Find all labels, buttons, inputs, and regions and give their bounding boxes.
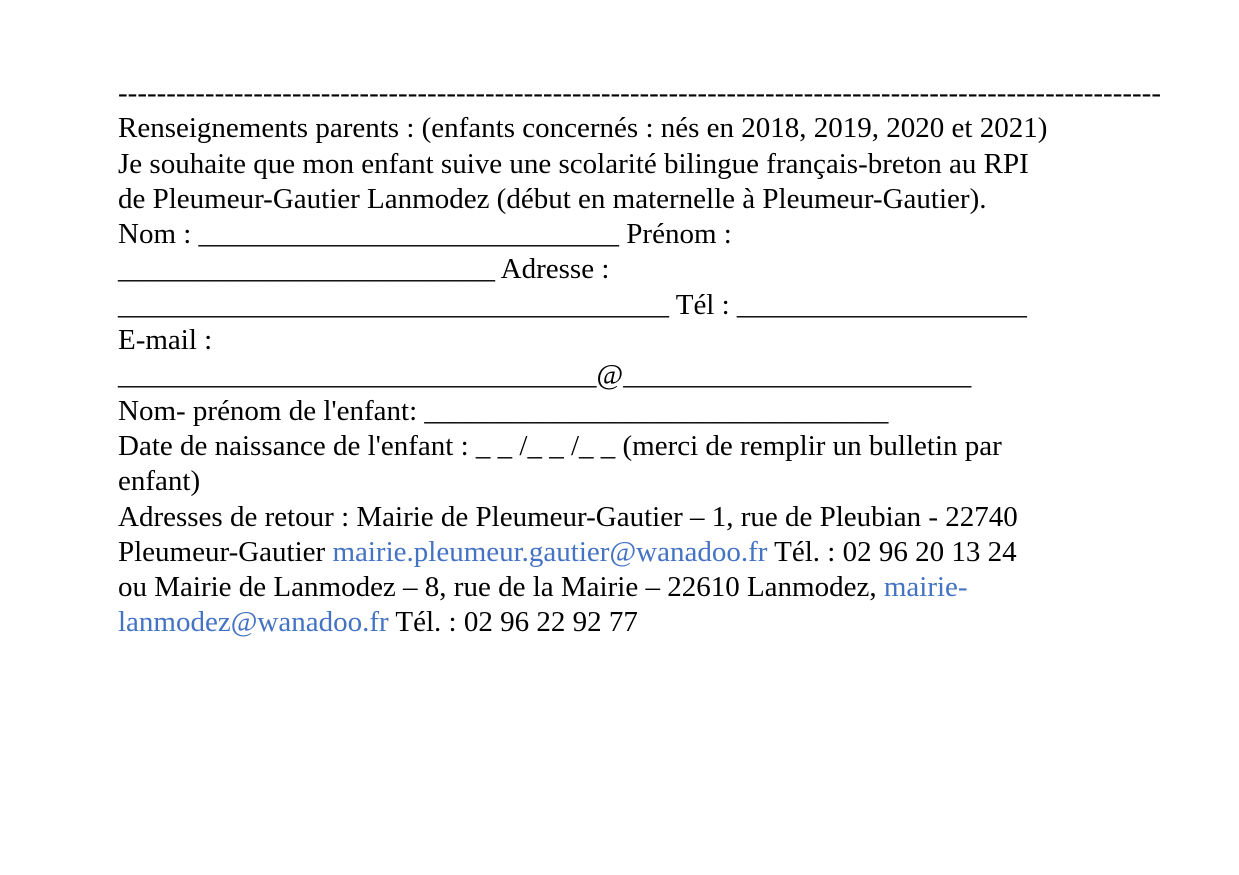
return-address-line-2 (118, 535, 1128, 570)
pleumeur-gautier-email-link[interactable]: mairie.pleumeur.gautier@wanadoo.fr (332, 535, 768, 568)
birthdate-note-line: enfant) (118, 465, 201, 498)
separator-line: ------------------------------------------------------------------------------------------------------------ (118, 77, 1161, 109)
intro-text-line-1: Je souhaite que mon enfant suive une scolarité bilingue français-breton au RPI (118, 147, 1029, 180)
birthdate-field-line: Date de naissance de l'enfant : _ _ /_ _ /_ _ (merci de remplir un bulletin par (118, 429, 1002, 462)
email-field-line: _________________________________@________________________ (118, 359, 972, 392)
return-address-city: Pleumeur-Gautier (118, 535, 333, 568)
lanmodez-email-link-part-1[interactable]: mairie- (883, 571, 968, 604)
return-address-line-3 (118, 570, 1128, 605)
email-label: E-mail : (118, 324, 213, 357)
lanmodez-phone: Tél. : 02 96 22 92 77 (388, 606, 638, 639)
form-heading: Renseignements parents : (enfants concernés : nés en 2018, 2019, 2020 et 2021) (118, 112, 1048, 145)
intro-text-line-2: de Pleumeur-Gautier Lanmodez (début en maternelle à Pleumeur-Gautier). (118, 182, 987, 215)
child-name-field-line: Nom- prénom de l'enfant: ________________________________ (118, 394, 889, 427)
return-address-line-1: Adresses de retour : Mairie de Pleumeur-Gautier – 1, rue de Pleubian - 22740 (118, 500, 1018, 533)
document-page (118, 76, 1161, 641)
lanmodez-address: ou Mairie de Lanmodez – 8, rue de la Mairie – 22610 Lanmodez, (118, 571, 884, 604)
pleumeur-gautier-phone: Tél. : 02 96 20 13 24 (767, 535, 1017, 568)
name-field-line: Nom : _____________________________ Prénom : (118, 218, 732, 251)
firstname-field-line: __________________________ Adresse : (118, 253, 610, 286)
return-address-line-4 (118, 605, 1128, 640)
lanmodez-email-link-part-2[interactable]: lanmodez@wanadoo.fr (118, 606, 389, 639)
address-field-line: ______________________________________ Tél : ____________________ (118, 288, 1027, 321)
